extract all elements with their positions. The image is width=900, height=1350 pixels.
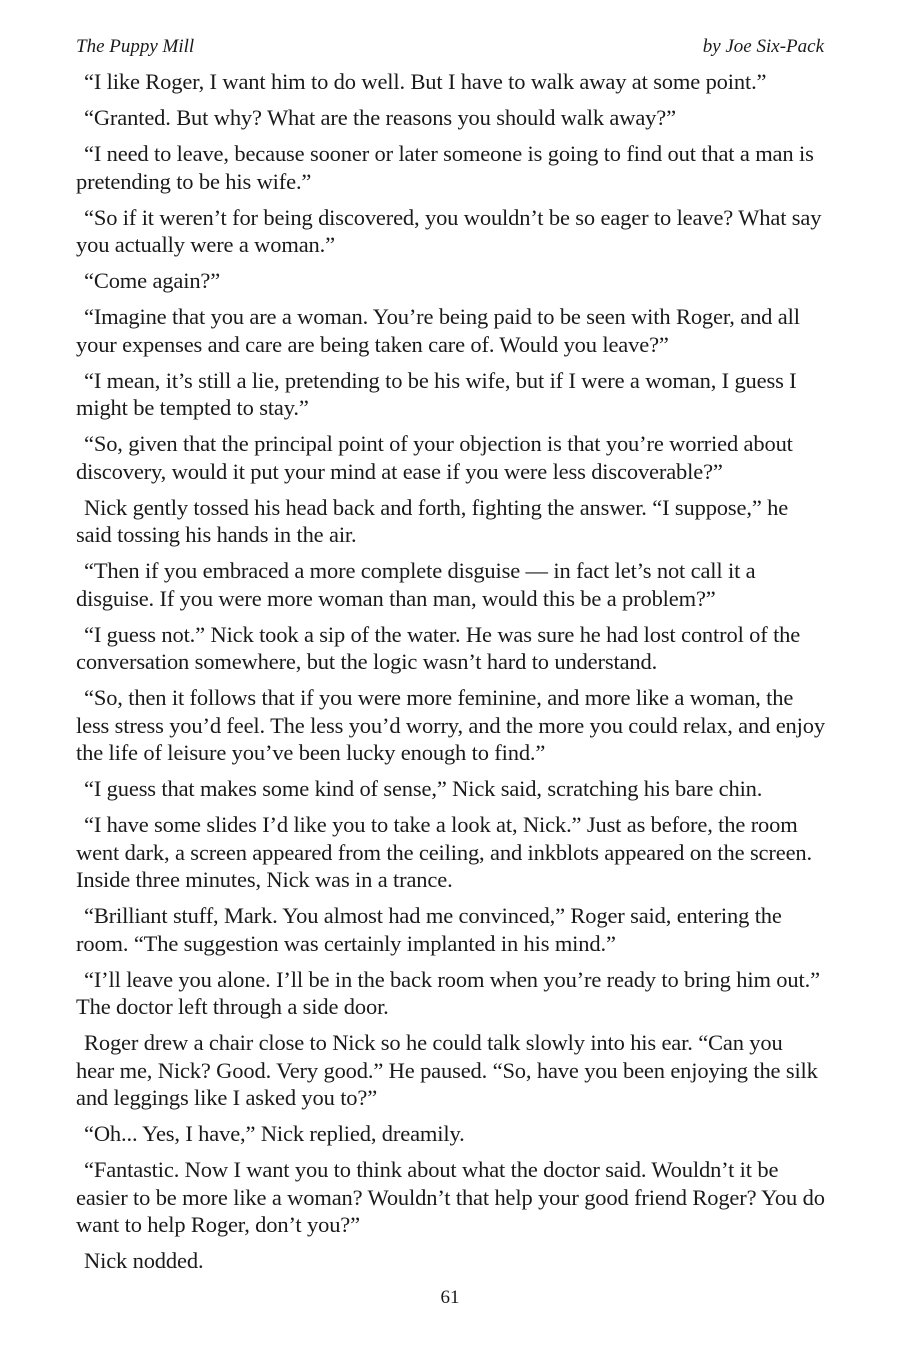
- paragraph: “So, given that the principal point of your objection is that you’re worried about discovery, would it put your mind at ease if you were less discoverable?”: [76, 431, 793, 484]
- paragraph: “Granted. But why? What are the reasons you should walk away?”: [84, 105, 676, 130]
- paragraph: Roger drew a chair close to Nick so he could talk slowly into his ear. “Can you hear me, Nick? Good. Very good.” He paused. “So, have you been enjoying the silk and leggings like I asked you to?”: [76, 1030, 818, 1110]
- paragraph: “I like Roger, I want him to do well. But I have to walk away at some point.”: [84, 69, 767, 94]
- paragraph: “Brilliant stuff, Mark. You almost had me convinced,” Roger said, entering the room. “The suggestion was certainly implanted in his mind.”: [76, 903, 782, 956]
- paragraph: “I’ll leave you alone. I’ll be in the back room when you’re ready to bring him out.” The doctor left through a side door.: [76, 966, 820, 1019]
- paragraph: “So, then it follows that if you were more feminine, and more like a woman, the less stress you’d feel. The less you’d worry, and the more you could relax, and enjoy the life of leisure you’ve been lucky enough to find.”: [76, 685, 825, 765]
- book-title: The Puppy Mill: [76, 36, 195, 57]
- paragraph: “I need to leave, because sooner or later someone is going to find out that a man is pretending to be his wife.”: [76, 141, 814, 194]
- author-name: by Joe Six-Pack: [702, 36, 824, 57]
- paragraph: Nick nodded.: [84, 1248, 204, 1273]
- paragraph: “Come again?”: [84, 268, 221, 293]
- paragraph: “I have some slides I’d like you to take a look at, Nick.” Just as before, the room went dark, a screen appeared from the ceiling, and inkblots appeared on the screen. Inside three minutes, Nick was in a trance.: [76, 812, 812, 892]
- paragraph: “Fantastic. Now I want you to think about what the doctor said. Wouldn’t it be easier to be more like a woman? Wouldn’t that help your good friend Roger? You do want to help Roger, don’t you?”: [76, 1157, 825, 1237]
- paragraph: “I guess that makes some kind of sense,” Nick said, scratching his bare chin.: [84, 776, 763, 801]
- paragraph: “I mean, it’s still a lie, pretending to be his wife, but if I were a woman, I guess I might be tempted to stay.”: [76, 367, 797, 420]
- paragraph: “Then if you embraced a more complete disguise — in fact let’s not call it a disguise. If you were more woman than man, would this be a problem?”: [76, 558, 756, 611]
- paragraph: Nick gently tossed his head back and forth, fighting the answer. “I suppose,” he said tossing his hands in the air.: [76, 494, 789, 547]
- running-header: [76, 36, 824, 62]
- paragraph: “So if it weren’t for being discovered, you wouldn’t be so eager to leave? What say you actually were a woman.”: [76, 204, 822, 257]
- paragraph: “Imagine that you are a woman. You’re being paid to be seen with Roger, and all your expenses and care are being taken care of. Would you leave?”: [76, 304, 800, 357]
- body-text: [76, 68, 826, 1283]
- paragraph: “Oh... Yes, I have,” Nick replied, dreamily.: [84, 1121, 465, 1146]
- page-number: 61: [440, 1287, 460, 1308]
- paragraph: “I guess not.” Nick took a sip of the water. He was sure he had lost control of the conversation somewhere, but the logic wasn’t hard to understand.: [76, 621, 801, 674]
